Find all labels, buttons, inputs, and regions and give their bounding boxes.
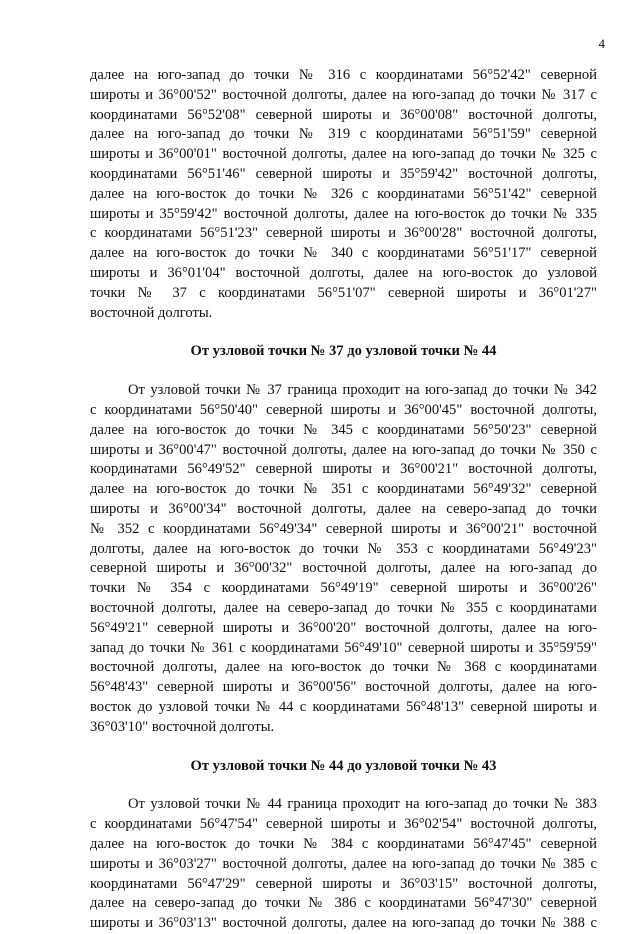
- paragraph-line: восточной долготы, далее на северо-запад до точки № 355 с координатами: [90, 600, 597, 616]
- paragraph-line: От узловой точки № 44 граница проходит на юго-запад до точки № 383: [128, 796, 597, 813]
- paragraph-line: северной широты и 36°00'32" восточной долготы, далее на юго-запад до: [90, 560, 597, 577]
- paragraph-line: широты и 36°03'27" восточной долготы, далее на юго-запад до точки № 385 с: [90, 855, 597, 872]
- paragraph-line: точки № 354 с координатами 56°49'19" северной широты и 36°00'26": [90, 580, 597, 597]
- paragraph-line: № 352 с координатами 56°49'34" северной широты и 36°00'21" восточной: [90, 520, 597, 537]
- paragraph-line: координатами 56°47'29" северной широты и 36°03'15" восточной долготы,: [90, 875, 597, 892]
- paragraph-line: далее на юго-восток до точки № 384 с координатами 56°47'45" северной: [90, 836, 597, 852]
- paragraph-line: точки № 37 с координатами 56°51'07" северной широты и 36°01'27": [90, 284, 597, 301]
- paragraph-line: 56°49'21" северной широты и 36°00'20" восточной долготы, далее на юго-: [90, 619, 597, 636]
- paragraph-line: далее на юго-запад до точки № 316 с координатами 56°52'42" северной: [90, 67, 597, 83]
- paragraph-line: широты и 36°03'13" восточной долготы, далее на юго-запад до точки № 388 с: [90, 915, 597, 932]
- section-heading: От узловой точки № 37 до узловой точки № 44: [190, 343, 497, 360]
- paragraph-line: широты и 36°00'52" восточной долготы, далее на юго-запад до точки № 317 с: [90, 86, 597, 103]
- paragraph-line: 56°48'43" северной широты и 36°00'56" восточной долготы, далее на юго-: [90, 679, 597, 696]
- paragraph-line: восточной долготы.: [90, 304, 213, 321]
- paragraph-line: далее на юго-восток до точки № 351 с координатами 56°49'32" северной: [90, 481, 597, 498]
- paragraph-line: далее на северо-запад до точки № 386 с координатами 56°47'30" северной: [90, 895, 597, 912]
- paragraph-line: координатами 56°52'08" северной широты и 36°00'08" восточной долготы,: [90, 106, 597, 123]
- paragraph-line: широты и 36°00'47" восточной долготы, далее на юго-запад до точки № 350 с: [90, 441, 597, 458]
- paragraph-line: запад до точки № 361 с координатами 56°49'10" северной широты и 35°59'59": [90, 639, 597, 656]
- paragraph-line: 36°03'10" восточной долготы.: [90, 718, 275, 735]
- paragraph-line: с координатами 56°50'40" северной широты и 36°00'45" восточной долготы,: [90, 402, 597, 418]
- paragraph-line: широты и 36°01'04" восточной долготы, далее на юго-восток до узловой: [90, 265, 597, 281]
- paragraph-line: далее на юго-восток до точки № 340 с координатами 56°51'17" северной: [90, 245, 597, 262]
- page-number: 4: [598, 36, 605, 51]
- paragraph-line: с координатами 56°51'23" северной широты и 36°00'28" восточной долготы,: [90, 225, 597, 242]
- paragraph-line: восток до узловой точки № 44 с координатами 56°48'13" северной широты и: [90, 699, 597, 715]
- paragraph-line: с координатами 56°47'54" северной широты и 36°02'54" восточной долготы,: [90, 816, 597, 833]
- paragraph-line: далее на юго-восток до точки № 326 с координатами 56°51'42" северной: [90, 185, 597, 202]
- paragraph-line: далее на юго-восток до точки № 345 с координатами 56°50'23" северной: [90, 421, 597, 438]
- section-heading: От узловой точки № 44 до узловой точки № 43: [190, 757, 497, 774]
- paragraph-line: координатами 56°51'46" северной широты и 35°59'42" восточной долготы,: [90, 166, 597, 182]
- paragraph-line: долготы, далее на юго-восток до точки № 353 с координатами 56°49'23": [90, 540, 597, 557]
- paragraph-line: широты и 36°00'01" восточной долготы, далее на юго-запад до точки № 325 с: [90, 146, 597, 163]
- paragraph-line: восточной долготы, далее на юго-восток до точки № 368 с координатами: [90, 659, 597, 676]
- paragraph-line: широты и 36°00'34" восточной долготы, далее на северо-запад до точки: [90, 501, 597, 517]
- paragraph-line: координатами 56°49'52" северной широты и 36°00'21" восточной долготы,: [90, 461, 597, 478]
- paragraph-line: От узловой точки № 37 граница проходит на юго-запад до точки № 342: [128, 382, 597, 399]
- paragraph-line: широты и 35°59'42" восточной долготы, далее на юго-восток до точки № 335: [90, 205, 597, 222]
- paragraph-line: далее на юго-запад до точки № 319 с координатами 56°51'59" северной: [90, 126, 597, 143]
